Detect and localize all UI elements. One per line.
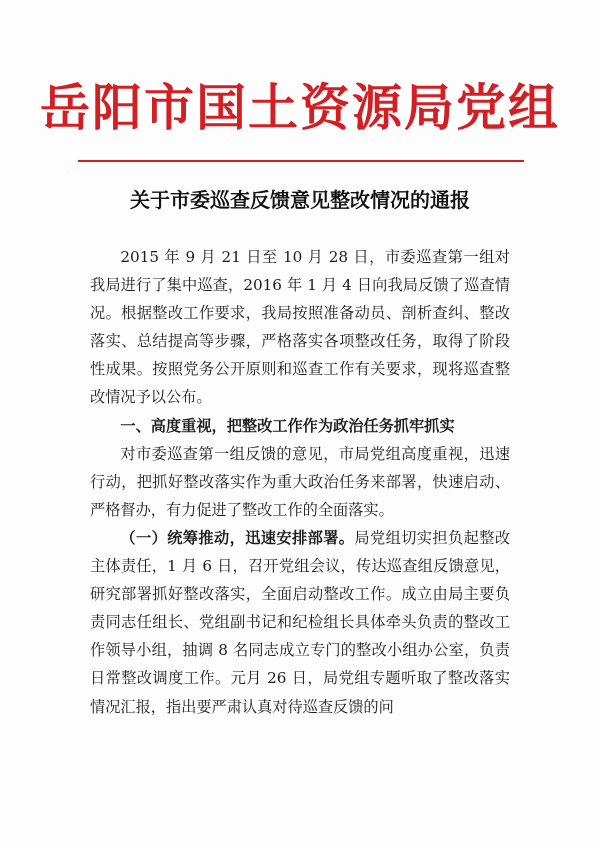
document-body: [90, 243, 510, 721]
paragraph-subsection-1: [90, 524, 510, 721]
section-heading-1: 一、高度重视，把整改工作作为政治任务抓牢抓实: [120, 416, 455, 435]
subsection-1-text: 局党组切实担负起整改主体责任，1 月 6 日，召开党组会议，传达巡查组反馈意见，研究部署抓好整改落实，全面启动整改工作。成立由局主要负责同志任组长、党组副书记和纪检组长具体牵头负责的整改工作领导小组，抽调 8 名同志成立专门的整改小组办公室，负责日常整改调度工作。元月 26 日，局党组专题听取了整改落实情况汇报，指出要严肃认真对待巡查反馈的问: [90, 528, 511, 716]
organization-header: 岳阳市国土资源局党组: [40, 78, 560, 137]
red-divider-line: [78, 160, 524, 162]
document-title: 关于市委巡查反馈意见整改情况的通报: [130, 188, 470, 212]
paragraph-section-1: 对市委巡查第一组反馈的意见，市局党组高度重视，迅速行动，把抓好整改落实作为重大政治任务来部署，快速启动、严格督办，有力促进了整改工作的全面落实。: [90, 444, 510, 519]
subsection-heading-1: （一）统筹推动，迅速安排部署。: [120, 528, 355, 547]
paragraph-intro: 2015 年 9 月 21 日至 10 月 28 日，市委巡查第一组对我局进行了集中巡查，2016 年 1 月 4 日向我局反馈了巡查情况。根据整改工作要求，我局按照准备动员、剖析查纠、整改落实、总结提高等步骤，严格落实各项整改任务，取得了阶段性成果。按照党务公开原则和巡查工作有关要求，现将巡查整改情况予以公布。: [90, 248, 510, 407]
